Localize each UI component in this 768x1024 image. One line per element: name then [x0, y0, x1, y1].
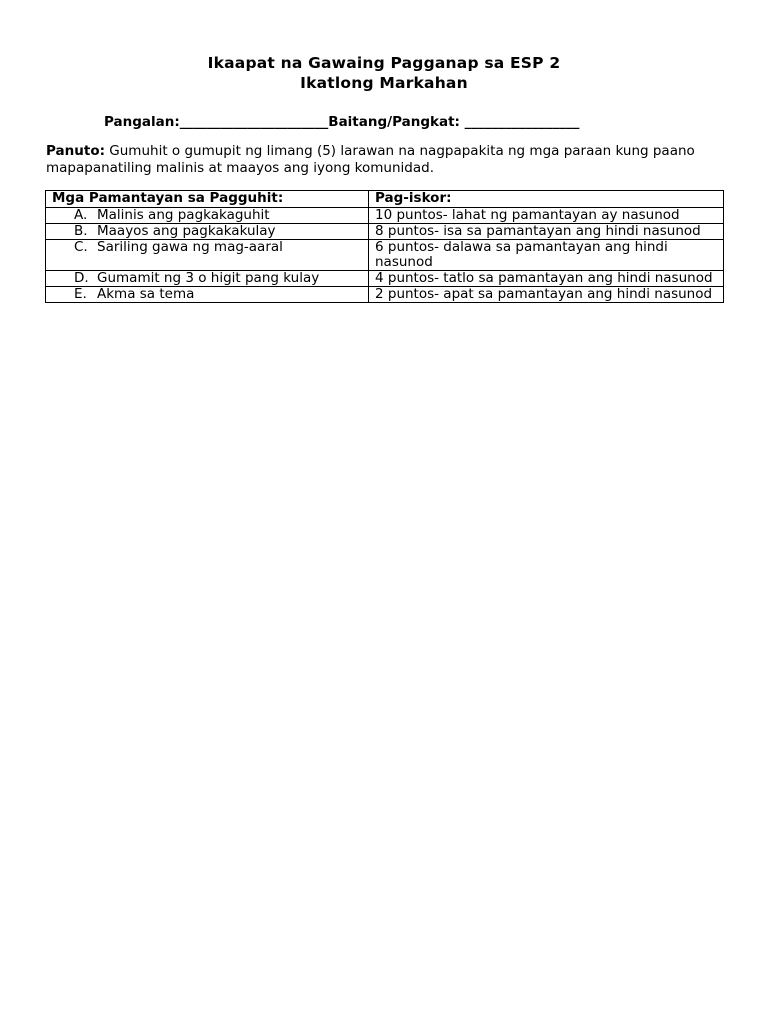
criterion-letter: A.: [74, 207, 88, 223]
criterion-cell: [46, 271, 369, 287]
score-cell: 8 puntos- isa sa pamantayan ang hindi nasunod: [369, 224, 724, 240]
table-row: [46, 208, 724, 224]
rubric-table: [45, 190, 724, 303]
criterion-text: Akma sa tema: [97, 286, 195, 302]
table-row: [46, 287, 724, 303]
criterion-text: Sariling gawa ng mag-aaral: [97, 239, 283, 255]
criterion-cell: [46, 208, 369, 224]
table-row: [46, 240, 724, 271]
table-row: [46, 271, 724, 287]
criterion-letter: C.: [74, 239, 88, 255]
criterion-letter: B.: [74, 223, 88, 239]
rubric-header-row: [46, 191, 724, 208]
score-cell: 4 puntos- tatlo sa pamantayan ang hindi nasunod: [369, 271, 724, 287]
criterion-cell: [46, 240, 369, 271]
criterion-text: Malinis ang pagkakaguhit: [97, 207, 270, 223]
criterion-cell: [46, 224, 369, 240]
instructions-label: Panuto:: [46, 143, 105, 159]
score-header: Pag-iskor:: [369, 191, 724, 208]
worksheet-subtitle: Ikatlong Markahan: [300, 74, 468, 92]
score-cell: 2 puntos- apat sa pamantayan ang hindi nasunod: [369, 287, 724, 303]
instructions-text: Gumuhit o gumupit ng limang (5) larawan na nagpapakita ng mga paraan kung paano mapapanatiling malinis at maayos ang iyong komunidad.: [46, 143, 695, 176]
instructions: [46, 143, 736, 177]
criterion-text: Maayos ang pagkakakulay: [97, 223, 276, 239]
criterion-cell: [46, 287, 369, 303]
table-row: [46, 224, 724, 240]
criterion-letter: E.: [74, 286, 87, 302]
score-cell: 10 puntos- lahat ng pamantayan ay nasunod: [369, 208, 724, 224]
name-grade-fields: Pangalan:______________________Baitang/Pangkat: _________________: [104, 114, 580, 130]
worksheet-title: Ikaapat na Gawaing Pagganap sa ESP 2: [207, 54, 561, 72]
criterion-text: Gumamit ng 3 o higit pang kulay: [97, 270, 320, 286]
score-cell: 6 puntos- dalawa sa pamantayan ang hindi nasunod: [369, 240, 724, 271]
criteria-header: Mga Pamantayan sa Pagguhit:: [46, 191, 369, 208]
criterion-letter: D.: [74, 270, 89, 286]
